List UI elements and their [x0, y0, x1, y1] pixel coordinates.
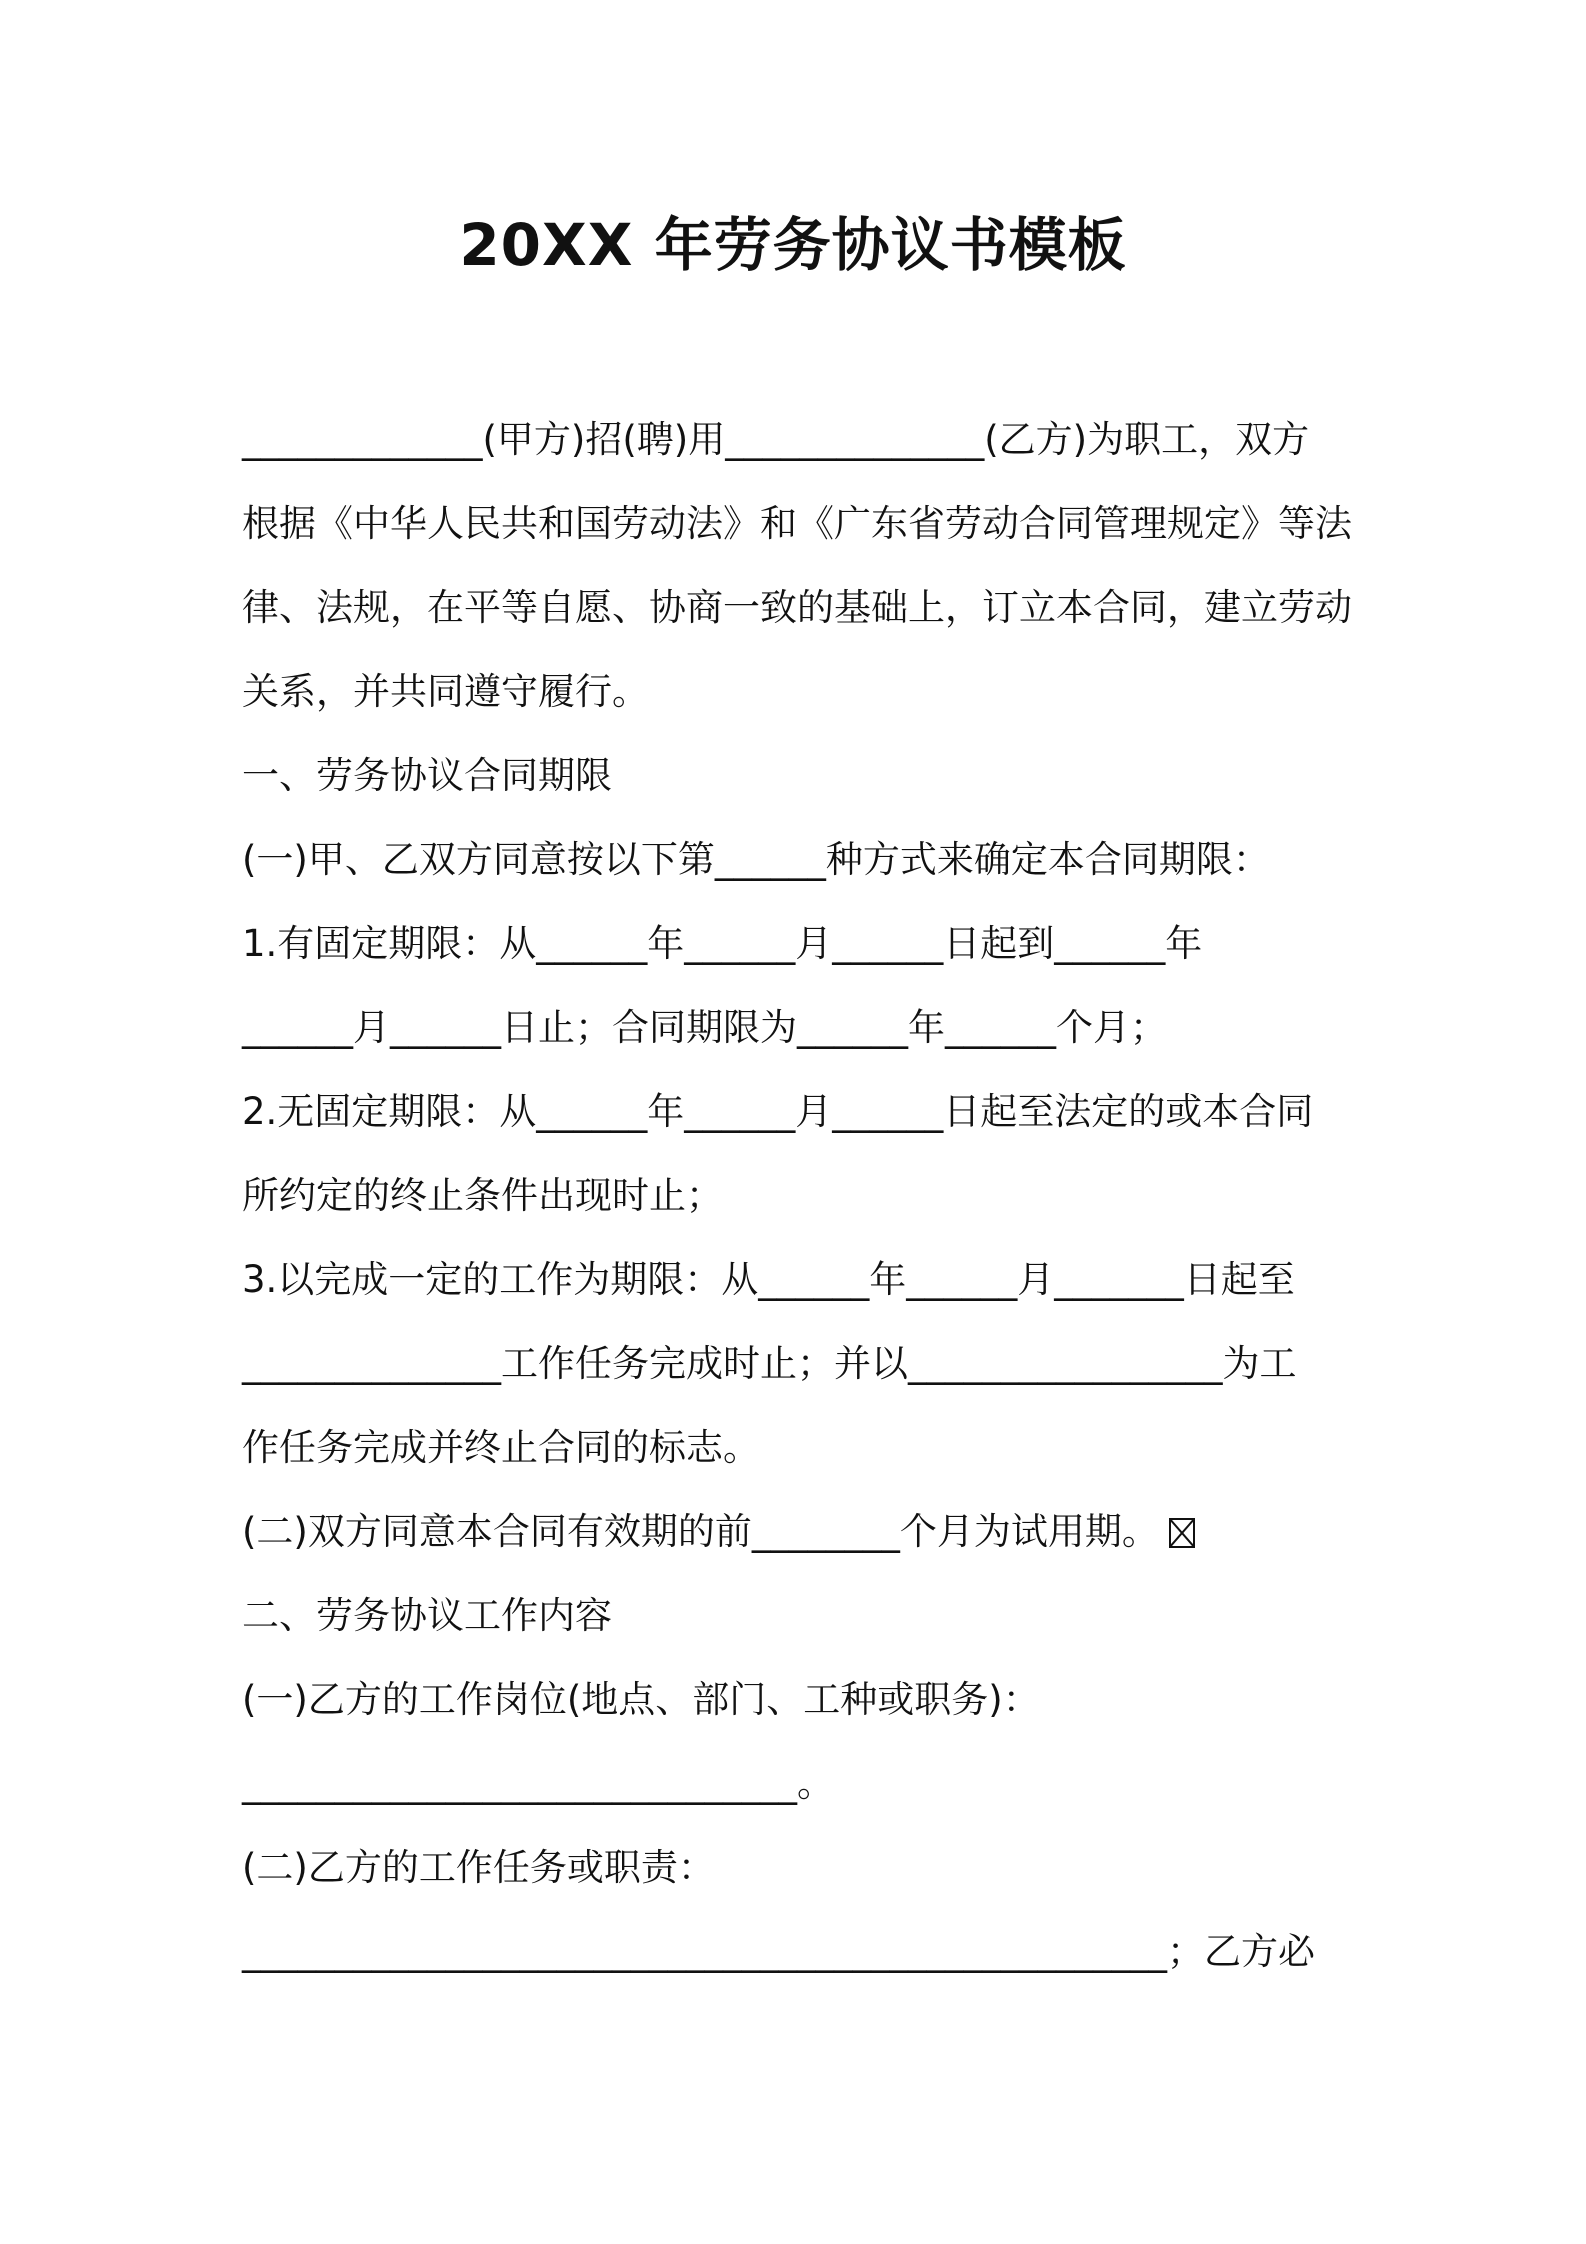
- document-title: 20XX 年劳务协议书模板: [459, 211, 1127, 279]
- open-term-line-2: 所约定的终止条件出现时止；: [242, 1174, 723, 1217]
- intro-line-3: 律、法规，在平等自愿、协商一致的基础上，订立本合同，建立劳动: [242, 586, 1352, 629]
- probation-text: (二)双方同意本合同有效期的前________个月为试用期。: [242, 1510, 1159, 1553]
- intro-line-2: 根据《中华人民共和国劳动法》和《广东省劳动合同管理规定》等法: [242, 502, 1352, 545]
- work-duty-blank: __________________________________________________；乙方必: [242, 1930, 1315, 1973]
- term-method-clause: (一)甲、乙双方同意按以下第______种方式来确定本合同期限：: [242, 838, 1270, 881]
- document-body: [242, 398, 1362, 1994]
- checkbox-x-icon: [1169, 1518, 1195, 1548]
- fixed-term-line-2: ______月______日止；合同期限为______年______个月；: [242, 1006, 1167, 1049]
- fixed-term-line-1: 1.有固定期限：从______年______月______日起到______年: [242, 922, 1203, 965]
- work-position-blank: ______________________________。: [242, 1762, 834, 1805]
- probation-clause: [242, 1490, 1362, 1574]
- section-heading-work: 二、劳务协议工作内容: [242, 1594, 612, 1637]
- intro-line-1: _____________(甲方)招(聘)用______________(乙方)为职工，双方: [242, 418, 1310, 461]
- work-duty-clause: (二)乙方的工作任务或职责：: [242, 1846, 715, 1889]
- section-heading-term: 一、劳务协议合同期限: [242, 754, 612, 797]
- intro-line-4: 关系，并共同遵守履行。: [242, 670, 649, 713]
- open-term-line-1: 2.无固定期限：从______年______月______日起至法定的或本合同: [242, 1090, 1314, 1133]
- task-term-line-1: 3.以完成一定的工作为期限：从______年______月_______日起至: [242, 1258, 1295, 1301]
- task-term-line-2: ______________工作任务完成时止；并以_________________为工: [242, 1342, 1297, 1385]
- task-term-line-3: 作任务完成并终止合同的标志。: [242, 1426, 760, 1469]
- work-position-clause: (一)乙方的工作岗位(地点、部门、工种或职务)：: [242, 1678, 1040, 1721]
